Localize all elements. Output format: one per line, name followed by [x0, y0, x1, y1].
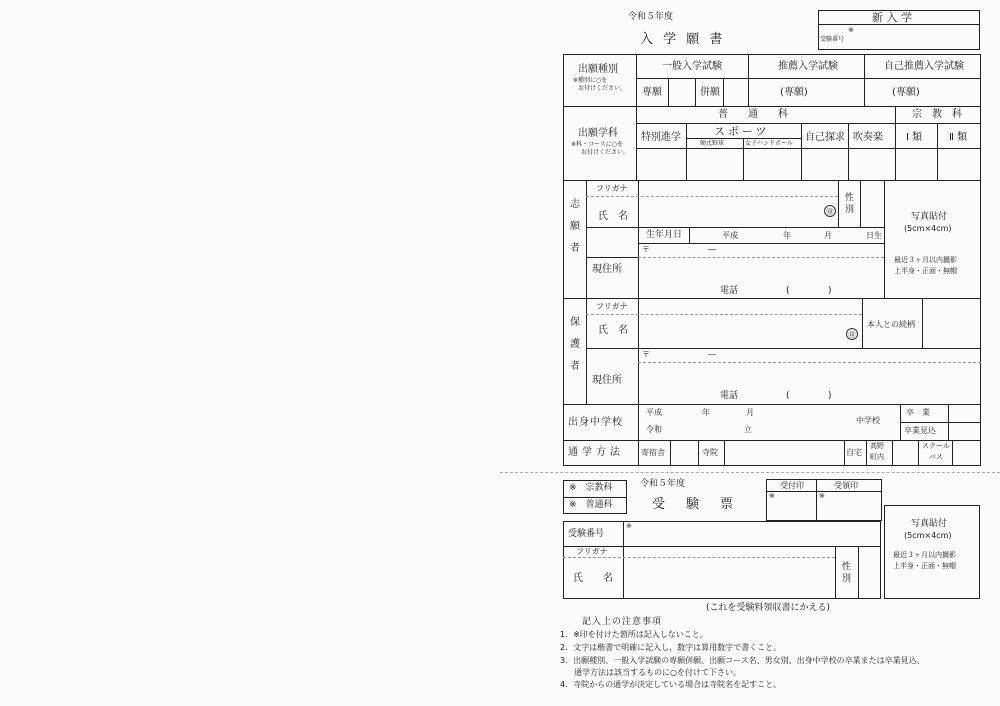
ticket-photo-note-2: 上半身・正面・無帽: [893, 562, 956, 570]
applicant-label-char-1: 志: [570, 199, 580, 210]
applicant-sex-char-1: 性: [845, 193, 855, 203]
school-ritsu: 立: [744, 425, 752, 434]
general-senkan[interactable]: 専願: [642, 87, 662, 98]
self-recommend-exam-label[interactable]: 自己推薦入学試験: [884, 61, 964, 72]
birth-month: 月: [824, 231, 832, 240]
birth-date-label: 生年月日: [646, 230, 683, 240]
guardian-vertical-label: [569, 318, 581, 384]
commute-bus-1[interactable]: スクール: [922, 442, 950, 450]
school-label: 出身中学校: [568, 417, 623, 428]
note-item-3-cont: 通学方法は該当するものに○を付けて下さい。: [574, 668, 741, 677]
receipt-mark: ※: [819, 492, 825, 500]
guardian-address-label: 現住所: [592, 375, 622, 386]
commute-bus-2[interactable]: バス: [929, 453, 943, 461]
applicant-address-label: 現住所: [592, 264, 622, 275]
applicant-address-input[interactable]: [640, 259, 882, 283]
school-reiwa: 令和: [646, 425, 662, 434]
commute-label: 通学方法: [568, 447, 624, 458]
guardian-postal-dash: ―: [708, 350, 716, 359]
ticket-exam-no-mark: ※: [626, 522, 632, 530]
guardian-label-char-3: 者: [570, 361, 580, 372]
course-label: 出願学科: [578, 128, 618, 139]
guardian-phone-input[interactable]: [746, 390, 836, 402]
applicant-seal-icon: ㊞: [824, 205, 836, 217]
course-sports: スポーツ: [714, 125, 770, 138]
ticket-name-label: 氏 名: [573, 573, 613, 584]
guardian-furigana-input[interactable]: [640, 300, 860, 313]
applicant-phone-close: ): [828, 286, 832, 296]
guardian-relation-input[interactable]: [924, 300, 979, 346]
applicant-phone-open: (: [786, 286, 790, 296]
ticket-photo-title: 写真貼付: [911, 519, 948, 529]
guardian-postal-mark: 〒: [642, 350, 650, 359]
applicant-phone-label: 電話: [720, 286, 739, 296]
school-name-input[interactable]: [760, 423, 850, 437]
ticket-religion[interactable]: ※ 宗教科: [569, 483, 613, 493]
guardian-relation-label: 本人との続柄: [867, 320, 915, 329]
school-month: 月: [746, 408, 754, 417]
commute-dorm[interactable]: 寄宿舎: [641, 448, 665, 457]
ticket-era: 令和５年度: [640, 479, 686, 489]
course-special[interactable]: 特別進学: [641, 132, 681, 143]
form-era: 令和５年度: [628, 12, 674, 22]
course-baseball[interactable]: 硬式野球: [700, 140, 725, 147]
received-stamp-label: 受付印: [780, 481, 804, 490]
commute-temple[interactable]: 寺院: [702, 448, 718, 457]
applicant-label-char-3: 者: [570, 243, 580, 254]
birth-day: 日生: [866, 231, 882, 240]
birth-year: 年: [783, 231, 791, 240]
recommend-senkan[interactable]: (専願): [780, 87, 808, 98]
exam-no-mark: ※: [848, 26, 854, 34]
exam-no-field[interactable]: [855, 26, 977, 48]
commute-home[interactable]: 自宅: [846, 448, 862, 457]
form-title: 入 学 願 書: [640, 32, 726, 47]
recommend-exam-label[interactable]: 推薦入学試験: [778, 61, 838, 72]
ticket-general[interactable]: ※ 普通科: [569, 500, 613, 510]
applicant-vertical-label: [569, 200, 581, 266]
ticket-photo-size: (5cm×4cm): [904, 531, 952, 540]
application-type-label: 出願種別: [578, 64, 618, 75]
receipt-stamp-label: 受領印: [834, 481, 858, 490]
general-heigan[interactable]: 併願: [700, 87, 720, 98]
application-type-note-2: お付けください。: [578, 85, 627, 92]
course-brass[interactable]: 吹奏楽: [853, 132, 883, 143]
course-note-2: お付けください。: [581, 149, 630, 156]
received-mark: ※: [769, 492, 775, 500]
applicant-postal-mark: 〒: [642, 245, 650, 254]
ticket-sex-char-1: 性: [842, 562, 852, 572]
note-item-1: 1．※印を付けた箇所は記入しないこと。: [560, 630, 708, 639]
ticket-name-input[interactable]: [625, 559, 833, 597]
guardian-label-char-1: 保: [570, 317, 580, 328]
application-type-note-1: ※種別に○を: [573, 77, 608, 84]
ticket-sex-input[interactable]: [860, 548, 879, 597]
school-graduated[interactable]: 卒 業: [906, 408, 930, 417]
school-middle: 中学校: [856, 416, 880, 425]
applicant-sex-char-2: 別: [845, 205, 855, 215]
applicant-name-input[interactable]: [640, 198, 820, 225]
new-entry-label: 新 入 学: [872, 11, 912, 24]
general-exam-label[interactable]: 一般入学試験: [662, 61, 722, 72]
guardian-phone-label: 電話: [720, 391, 739, 401]
ticket-exam-no-input[interactable]: [634, 523, 878, 544]
general-dept-label: 普 通 科: [718, 109, 788, 120]
school-year: 年: [702, 408, 710, 417]
applicant-phone-input[interactable]: [746, 285, 836, 297]
note-item-4: 4．寺院からの通学が決定している場合は寺院名を記すこと。: [560, 680, 782, 689]
exam-no-label: 受験番号: [820, 36, 845, 43]
course-self-explore[interactable]: 自己探求: [805, 132, 845, 143]
ticket-photo-note-1: 最近３ヶ月以内撮影: [893, 551, 956, 559]
course-type2[interactable]: Ⅱ 類: [949, 132, 968, 143]
school-expected[interactable]: 卒業見込: [904, 426, 936, 435]
guardian-phone-close: ): [828, 391, 832, 401]
guardian-address-input[interactable]: [640, 364, 978, 388]
course-handball[interactable]: 女子ハンドボール: [745, 140, 793, 147]
applicant-label-char-2: 願: [570, 221, 580, 232]
ticket-sex-char-2: 別: [842, 574, 852, 584]
guardian-phone-open: (: [786, 391, 790, 401]
ticket-title: 受 験 票: [652, 497, 738, 512]
guardian-furigana-label: フリガナ: [596, 302, 628, 311]
commute-takano-2[interactable]: 町内: [870, 453, 884, 461]
applicant-furigana-input[interactable]: [640, 182, 836, 195]
applicant-name-label: 氏 名: [598, 211, 628, 222]
photo-note-2: 上半身・正面・無帽: [894, 267, 957, 275]
guardian-label-char-2: 護: [570, 339, 580, 350]
course-type1[interactable]: Ⅰ 類: [906, 132, 923, 143]
photo-note-1: 最近３ヶ月以内撮影: [894, 256, 957, 264]
commute-temple-name-input[interactable]: [726, 442, 842, 464]
guardian-seal-icon: ㊞: [846, 328, 858, 340]
applicant-postal-dash: ―: [708, 245, 716, 254]
ticket-furigana-label: フリガナ: [576, 547, 608, 556]
guardian-name-label: 氏 名: [598, 325, 628, 336]
birth-date-input[interactable]: [692, 229, 862, 242]
photo-size: (5cm×4cm): [904, 224, 952, 233]
guardian-name-input[interactable]: [640, 316, 840, 346]
religion-dept-label: 宗 教 科: [912, 109, 962, 120]
school-heisei: 平成: [646, 408, 662, 417]
applicant-furigana-label: フリガナ: [596, 184, 628, 193]
photo-title: 写真貼付: [911, 212, 948, 222]
ticket-exam-no-label: 受験番号: [568, 529, 605, 539]
note-item-2: 2．文字は楷書で明確に記入し，数字は算用数字で書くこと。: [560, 643, 782, 652]
commute-takano-1[interactable]: 高野: [870, 442, 884, 450]
self-recommend-senkan[interactable]: (専願): [892, 87, 920, 98]
applicant-sex-input[interactable]: [862, 182, 882, 225]
birth-heisei: 平成: [722, 231, 738, 240]
ticket-caption: (これを受験料領収書にかえる): [706, 603, 831, 613]
notes-heading: 記入上の注意事項: [582, 617, 663, 627]
note-item-3: 3．出願種別、一般入学試験の専願併願、出願コース名、男女別、出身中学校の卒業または卒業見込、: [560, 656, 925, 665]
course-note-1: ※科・コースに○を: [571, 141, 623, 148]
